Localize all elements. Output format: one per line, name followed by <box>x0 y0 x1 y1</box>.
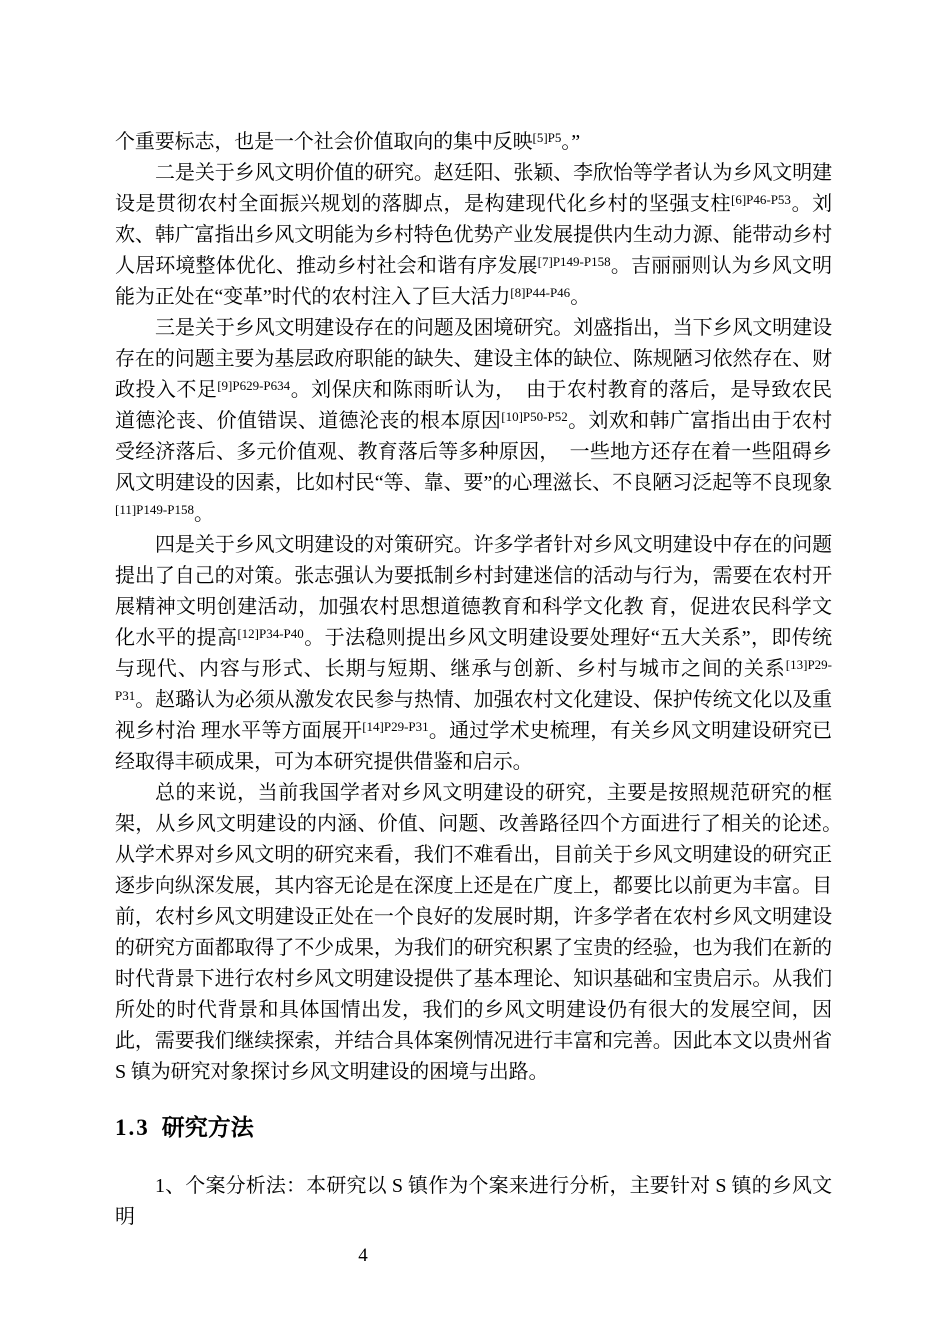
citation-superscript: [12]P34-P40 <box>237 625 304 641</box>
text-run: 。 <box>193 503 214 525</box>
text-run: 。于法稳则提出乡风文明建设要处理好“五大关系”，即传统与现代、内容与形式、长期与短期、继承与创新、乡村与城市之间的关系 <box>115 627 832 680</box>
paragraph <box>115 530 832 778</box>
text-run: 。吉丽丽则认为乡风文明能为正处在“变革”时代的农村注入了巨大活力 <box>115 255 832 308</box>
document-body <box>115 127 852 1088</box>
citation-superscript: [11]P149-P158 <box>115 501 194 517</box>
paragraph <box>115 158 832 313</box>
citation-superscript: [14]P29-P31 <box>362 718 429 734</box>
text-run: 四是关于乡风文明建设的对策研究。许多学者针对乡风文明建设中存在的问题提出了自己的对策。张志强认为要抵制乡村封建迷信的活动与行为，需要在农村开展精神文明创建活动，加强农村思想道德教育和科学文化教 育，促进农民科学文化水平的提高 <box>115 534 832 649</box>
citation-superscript: [5]P5 <box>532 129 562 145</box>
text-run: 个重要标志，也是一个社会价值取向的集中反映 <box>115 131 533 153</box>
text-run: 。刘保庆和陈雨昕认为， 由于农村教育的落后，是导致农民道德沦丧、价值错误、道德沦丧的根本原因 <box>115 379 832 432</box>
text-run: 。通过学术史梳理，有关乡风文明建设研究已经取得丰硕成果，可为本研究提供借鉴和启示。 <box>115 720 832 773</box>
citation-superscript: [9]P629-P634 <box>217 377 291 393</box>
paragraph <box>115 127 832 158</box>
section-heading-title: 研究方法 <box>161 1114 254 1140</box>
citation-superscript: [8]P44-P46 <box>510 284 571 300</box>
citation-superscript: [7]P149-P158 <box>537 253 611 269</box>
document-content <box>115 127 852 1233</box>
text-run: 。赵璐认为必须从激发农民参与热情、加强农村文化建设、保护传统文化以及重视乡村治 理水平等方面展开 <box>115 689 832 742</box>
paragraph <box>115 778 852 1088</box>
citation-superscript: [6]P46-P53 <box>730 191 791 207</box>
method-paragraph: 1、个案分析法：本研究以 S 镇作为个案来进行分析，主要针对 S 镇的乡风文明 <box>115 1175 832 1228</box>
text-run: 。刘欢、韩广富指出乡风文明能为乡村特色优势产业发展提供内生动力源、能带动乡村人居环境整体优化、推动乡村社会和谐有序发展 <box>115 193 833 277</box>
citation-superscript: [10]P50-P52 <box>501 408 568 424</box>
section-heading-number: 1.3 <box>115 1115 150 1140</box>
section-heading <box>115 1112 832 1143</box>
text-run: 。” <box>561 131 581 153</box>
page-number: 4 <box>358 1245 368 1266</box>
text-run: 。 <box>570 286 591 308</box>
citation-superscript: [13]P29-P31 <box>115 656 832 703</box>
paragraph <box>115 313 832 530</box>
text-run: 二是关于乡风文明价值的研究。赵廷阳、张颖、李欣怡等学者认为乡风文明建设是贯彻农村全面振兴规划的落脚点，是构建现代化乡村的坚强支柱 <box>115 162 832 215</box>
text-run: 三是关于乡风文明建设存在的问题及困境研究。刘盛指出，当下乡风文明建设存在的问题主要为基层政府职能的缺失、建设主体的缺位、陈规陋习依然存在、财政投入不足 <box>115 317 832 401</box>
text-run: 总的来说，当前我国学者对乡风文明建设的研究，主要是按照规范研究的框架，从乡风文明建设的内涵、价值、问题、改善路径四个方面进行了相关的论述。 从学术界对乡风文明的研究来看，我们不难看出，目前关于乡风文明建设的研究正逐步向纵深发展，其内容无论是在深度上还是在广度上，都要比以前更为丰富。目前，农村乡风文明建设正处在一个良好的发展时期，许多学者在农村乡风文明建设的研究方面都取得了不少成果，为我们的研究积累了宝贵的经验，也为我们在新的时代背景下进行农村乡风文明建设提供了基本理论、知识基础和宝贵启示。从我们所处的时代背景和具体国情出发，我们的乡风文明建设仍有很大的发展空间，因此，需要我们继续探索，并结合具体案例情况进行丰富和完善。因此本文以贵州省 S 镇为研究对象探讨乡风文明建设的困境与出路。 <box>115 782 852 1083</box>
text-run: 。刘欢和韩广富指出由于农村受经济落后、多元价值观、教育落后等多种原因， 一些地方还存在着一些阻碍乡风文明建设的因素，比如村民“等、靠、要”的心理滋长、不良陋习泛起等不良现象 <box>115 410 832 494</box>
